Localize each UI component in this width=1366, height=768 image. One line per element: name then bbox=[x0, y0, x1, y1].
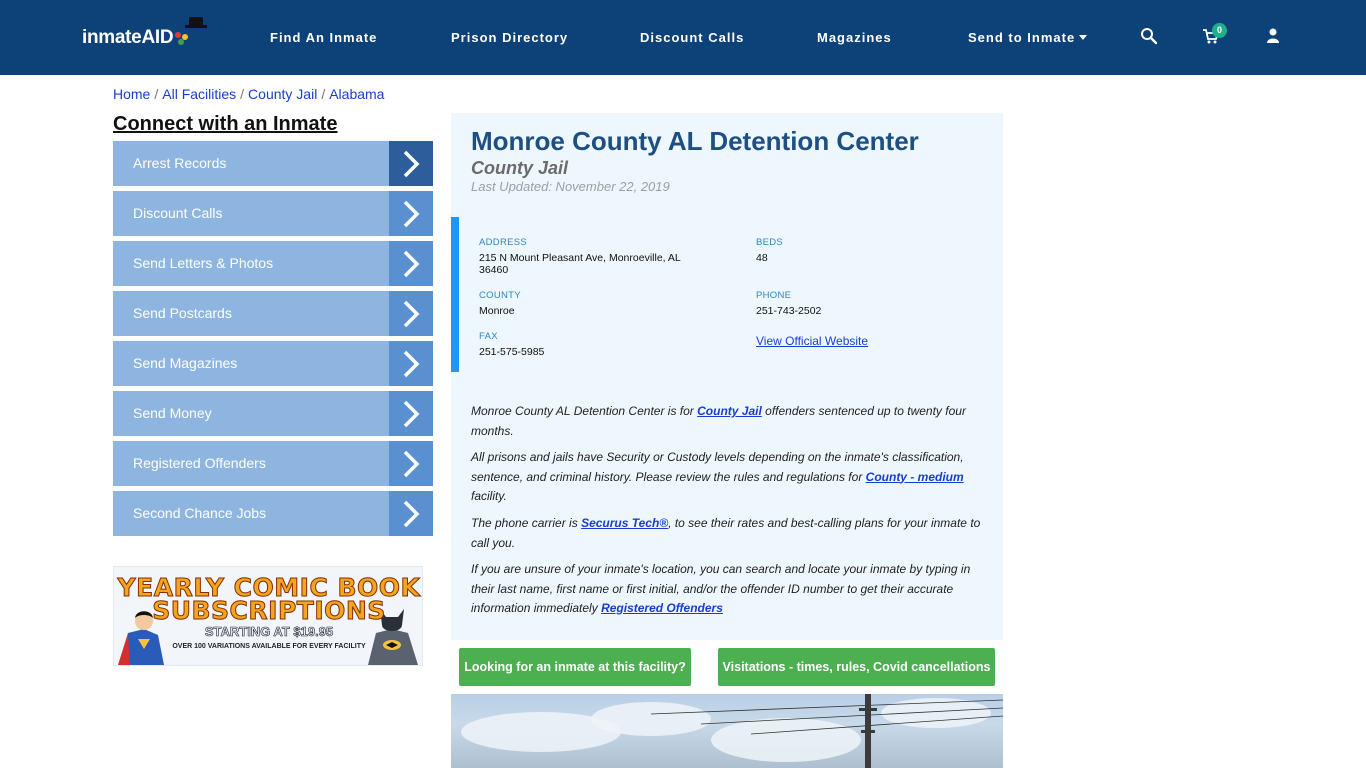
registered-offenders-link[interactable]: Registered Offenders bbox=[601, 601, 723, 615]
chevron-right-icon bbox=[389, 491, 433, 536]
breadcrumb-alabama[interactable]: Alabama bbox=[329, 86, 385, 102]
sidebar-item-label: Second Chance Jobs bbox=[133, 505, 267, 521]
chevron-right-icon bbox=[389, 341, 433, 386]
sidebar-item-send-money[interactable] bbox=[113, 391, 433, 436]
sidebar-item-label: Send Magazines bbox=[133, 355, 238, 371]
logo-text: inmate bbox=[82, 27, 142, 48]
beds-value: 48 bbox=[756, 252, 768, 264]
sidebar-item-send-postcards[interactable] bbox=[113, 291, 433, 336]
find-inmate-button[interactable]: Looking for an inmate at this facility? bbox=[459, 648, 691, 686]
nav-discount-calls[interactable]: Discount Calls bbox=[640, 30, 745, 45]
breadcrumb-county-jail[interactable]: County Jail bbox=[248, 86, 318, 102]
ad-subtext: OVER 100 VARIATIONS AVAILABLE FOR EVERY FACILITY bbox=[172, 643, 366, 650]
nav-find-inmate[interactable]: Find An Inmate bbox=[270, 30, 378, 45]
address-line1: 215 N Mount Pleasant Ave, Monroeville, AL bbox=[479, 252, 681, 264]
facility-info-box bbox=[451, 217, 1003, 372]
sidebar-item-registered-offenders[interactable] bbox=[113, 441, 433, 486]
description-paragraph-2: All prisons and jails have Security or Custody levels depending on the inmate's classification, sentence, and criminal history. Please review the rules and regulations for County - medium facility. bbox=[471, 450, 964, 503]
facility-photo bbox=[451, 694, 1003, 768]
address-line2: 36460 bbox=[479, 264, 509, 276]
ad-headline-1: YEARLY COMIC BOOK bbox=[117, 573, 421, 602]
county-label: COUNTY bbox=[479, 290, 521, 301]
nav-send-to-inmate[interactable]: Send to Inmate bbox=[968, 30, 1087, 45]
address-label: ADDRESS bbox=[479, 237, 528, 248]
sidebar-item-discount-calls[interactable] bbox=[113, 191, 433, 236]
fax-value: 251-575-5985 bbox=[479, 346, 545, 358]
beds-label: BEDS bbox=[756, 237, 784, 248]
phone-value: 251-743-2502 bbox=[756, 305, 822, 317]
logo-hat-icon bbox=[189, 17, 203, 26]
security-level-link[interactable]: County - medium bbox=[865, 469, 964, 484]
user-icon[interactable] bbox=[1264, 27, 1282, 45]
chevron-right-icon bbox=[389, 141, 433, 186]
breadcrumb: Home / All Facilities / County Jail / Alabama bbox=[113, 86, 385, 102]
sidebar-item-send-magazines[interactable] bbox=[113, 341, 433, 386]
sidebar-item-second-chance-jobs[interactable] bbox=[113, 491, 433, 536]
sidebar-item-label: Discount Calls bbox=[133, 205, 223, 221]
nav-prison-directory[interactable]: Prison Directory bbox=[451, 30, 569, 45]
site-logo[interactable] bbox=[82, 22, 189, 54]
county-value: Monroe bbox=[479, 305, 515, 317]
breadcrumb-all-facilities[interactable]: All Facilities bbox=[162, 86, 237, 102]
phone-label: PHONE bbox=[756, 290, 792, 301]
cart-count-badge: 0 bbox=[1212, 23, 1227, 38]
chevron-right-icon bbox=[389, 291, 433, 336]
sidebar-item-label: Send Money bbox=[133, 405, 212, 421]
county-jail-link[interactable]: County Jail bbox=[697, 404, 762, 418]
caret-down-icon bbox=[1079, 35, 1087, 40]
last-updated: Last Updated: November 22, 2019 bbox=[471, 179, 670, 194]
fax-label: FAX bbox=[479, 331, 498, 342]
facility-type: County Jail bbox=[471, 158, 569, 178]
chevron-right-icon bbox=[389, 191, 433, 236]
comic-subscription-ad[interactable] bbox=[113, 566, 423, 666]
chevron-right-icon bbox=[389, 441, 433, 486]
phone-carrier-link[interactable]: Securus Tech® bbox=[581, 516, 669, 530]
logo-dots-icon bbox=[175, 32, 189, 46]
utility-pole-icon bbox=[451, 694, 1003, 768]
logo-aid: AID bbox=[141, 27, 173, 49]
breadcrumb-home[interactable]: Home bbox=[113, 86, 151, 102]
nav-magazines[interactable]: Magazines bbox=[817, 30, 892, 45]
official-website-link[interactable]: View Official Website bbox=[756, 334, 869, 348]
sidebar-item-arrest-records[interactable] bbox=[113, 141, 433, 186]
facility-title: Monroe County AL Detention Center bbox=[471, 126, 919, 156]
search-icon[interactable] bbox=[1140, 27, 1158, 45]
description-paragraph-3: The phone carrier is Securus Tech®, to see their rates and best-calling plans for your inmate to call you. bbox=[471, 516, 981, 550]
sidebar-item-label: Send Postcards bbox=[133, 305, 232, 321]
visitations-button[interactable]: Visitations - times, rules, Covid cancellations bbox=[718, 648, 995, 686]
info-accent-bar bbox=[451, 217, 459, 372]
sidebar-item-label: Registered Offenders bbox=[133, 455, 266, 471]
ad-price: STARTING AT $19.95 bbox=[204, 624, 334, 639]
sidebar-item-label: Arrest Records bbox=[133, 155, 227, 171]
ad-headline-2: SUBSCRIPTIONS bbox=[152, 596, 386, 625]
chevron-right-icon bbox=[389, 241, 433, 286]
sidebar-item-send-letters-photos[interactable] bbox=[113, 241, 433, 286]
top-navbar bbox=[0, 0, 1366, 75]
description-paragraph-1: Monroe County AL Detention Center is for County Jail offenders sentenced up to twenty four months. bbox=[471, 404, 966, 438]
chevron-right-icon bbox=[389, 391, 433, 436]
sidebar-title: Connect with an Inmate bbox=[113, 113, 338, 135]
sidebar-item-label: Send Letters & Photos bbox=[133, 255, 274, 271]
description-paragraph-4: If you are unsure of your inmate's location, you can search and locate your inmate by typing in their last name, first name or first initial, and/or the offender ID number to get their accurate information immediately Registered Offenders bbox=[471, 562, 971, 615]
